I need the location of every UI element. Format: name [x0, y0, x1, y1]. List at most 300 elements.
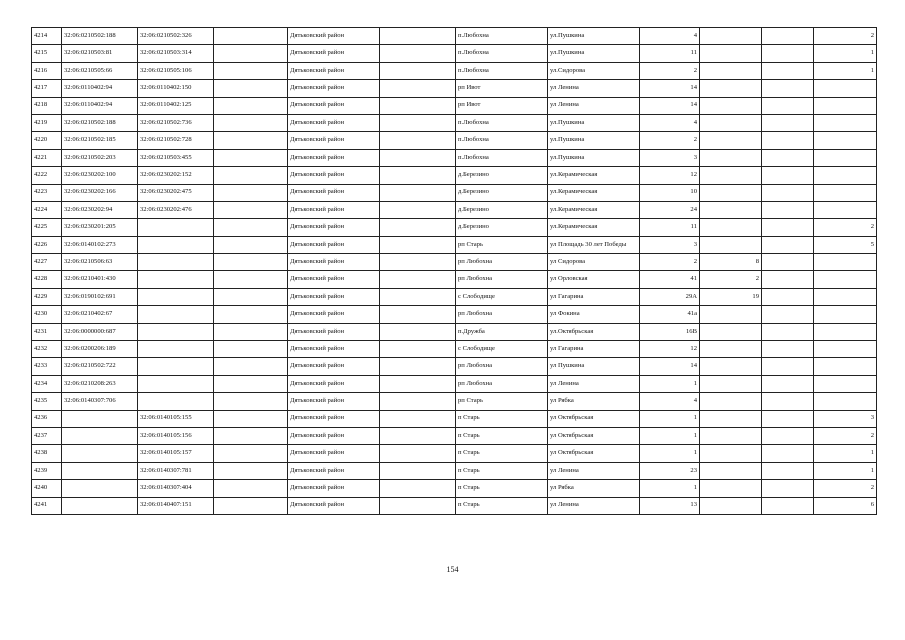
cell-building-number	[700, 167, 762, 184]
cell-building-number	[700, 497, 762, 514]
cell-street: ул.Октябрьская	[548, 323, 640, 340]
cell-blank-col	[762, 445, 814, 462]
cell-row-number: 4221	[32, 149, 62, 166]
cell-street: ул.Пушкина	[548, 114, 640, 131]
cell-street: ул Ленина	[548, 375, 640, 392]
cell-building-number	[700, 149, 762, 166]
cell-district: Дятьковский район	[288, 271, 380, 288]
cell-parcel-number: 32:06:0230202:476	[138, 201, 214, 218]
cell-parcel-number	[138, 306, 214, 323]
table-row	[32, 271, 877, 288]
cell-parcel-number	[138, 219, 214, 236]
cell-apartment-number: 1	[814, 462, 877, 479]
cell-row-number: 4234	[32, 375, 62, 392]
cell-blank-col	[762, 219, 814, 236]
cell-building-number	[700, 445, 762, 462]
cell-blank-col	[214, 45, 288, 62]
cell-parcel-number	[138, 358, 214, 375]
cell-building-number	[700, 375, 762, 392]
cell-settlement: п Старь	[456, 410, 548, 427]
cell-building-number: 2	[700, 271, 762, 288]
cell-blank-col	[380, 45, 456, 62]
cell-blank-col	[762, 427, 814, 444]
cell-street: ул.Пушкина	[548, 149, 640, 166]
table-row	[32, 393, 877, 410]
cell-blank-col	[380, 306, 456, 323]
cell-house-number: 1	[640, 445, 700, 462]
cell-row-number: 4231	[32, 323, 62, 340]
cell-blank-col	[214, 462, 288, 479]
cell-street: ул.Керамическая	[548, 167, 640, 184]
cell-district: Дятьковский район	[288, 184, 380, 201]
cell-blank-col	[214, 341, 288, 358]
cell-blank-col	[214, 97, 288, 114]
cell-building-number	[700, 323, 762, 340]
cell-blank-col	[762, 28, 814, 45]
cell-row-number: 4216	[32, 62, 62, 79]
cell-street: ул Рябка	[548, 480, 640, 497]
cell-parcel-number: 32:06:0110402:125	[138, 97, 214, 114]
cell-street: ул Гагарина	[548, 288, 640, 305]
cell-street: ул.Пушкина	[548, 28, 640, 45]
cell-blank-col	[380, 254, 456, 271]
cell-parcel-number: 32:06:0140105:156	[138, 427, 214, 444]
cell-row-number: 4217	[32, 80, 62, 97]
cell-blank-col	[380, 410, 456, 427]
table-row	[32, 167, 877, 184]
cell-apartment-number	[814, 97, 877, 114]
cell-cadastral-number: 32:06:0210506:63	[62, 254, 138, 271]
cell-cadastral-number	[62, 480, 138, 497]
cell-blank-col	[762, 480, 814, 497]
cell-district: Дятьковский район	[288, 219, 380, 236]
cell-row-number: 4238	[32, 445, 62, 462]
cell-district: Дятьковский район	[288, 410, 380, 427]
cell-settlement: п Старь	[456, 480, 548, 497]
cell-house-number: 41	[640, 271, 700, 288]
cell-blank-col	[380, 480, 456, 497]
cell-row-number: 4220	[32, 132, 62, 149]
cell-building-number: 19	[700, 288, 762, 305]
cell-cadastral-number: 32:06:0210505:66	[62, 62, 138, 79]
cell-row-number: 4229	[32, 288, 62, 305]
cell-blank-col	[380, 132, 456, 149]
table-row	[32, 62, 877, 79]
table-row	[32, 410, 877, 427]
cell-district: Дятьковский район	[288, 323, 380, 340]
cell-blank-col	[214, 184, 288, 201]
cell-blank-col	[380, 288, 456, 305]
cell-row-number: 4222	[32, 167, 62, 184]
cell-house-number: 16В	[640, 323, 700, 340]
cell-house-number: 14	[640, 358, 700, 375]
cell-house-number: 2	[640, 132, 700, 149]
cell-building-number	[700, 45, 762, 62]
cell-apartment-number	[814, 184, 877, 201]
cell-blank-col	[214, 28, 288, 45]
cell-blank-col	[762, 254, 814, 271]
table-row	[32, 497, 877, 514]
cell-blank-col	[380, 97, 456, 114]
cell-blank-col	[214, 427, 288, 444]
table-row	[32, 288, 877, 305]
cell-row-number: 4230	[32, 306, 62, 323]
cell-apartment-number	[814, 167, 877, 184]
cell-blank-col	[214, 288, 288, 305]
cell-house-number: 12	[640, 341, 700, 358]
cell-row-number: 4215	[32, 45, 62, 62]
cell-blank-col	[214, 114, 288, 131]
cell-blank-col	[380, 393, 456, 410]
cell-blank-col	[214, 306, 288, 323]
cell-building-number	[700, 114, 762, 131]
table-row	[32, 184, 877, 201]
cell-blank-col	[214, 375, 288, 392]
cell-blank-col	[762, 393, 814, 410]
cell-apartment-number: 2	[814, 219, 877, 236]
cell-blank-col	[214, 445, 288, 462]
cell-row-number: 4237	[32, 427, 62, 444]
cell-settlement: рп Старь	[456, 236, 548, 253]
cell-blank-col	[214, 149, 288, 166]
cell-cadastral-number: 32:06:0230202:100	[62, 167, 138, 184]
cell-row-number: 4224	[32, 201, 62, 218]
cell-parcel-number: 32:06:0140307:781	[138, 462, 214, 479]
cell-apartment-number	[814, 358, 877, 375]
cell-house-number: 2	[640, 254, 700, 271]
cell-row-number: 4219	[32, 114, 62, 131]
cell-cadastral-number: 32:06:0230201:205	[62, 219, 138, 236]
cell-district: Дятьковский район	[288, 80, 380, 97]
cell-settlement: д.Березино	[456, 167, 548, 184]
cell-district: Дятьковский район	[288, 445, 380, 462]
cell-cadastral-number: 32:06:0230202:94	[62, 201, 138, 218]
table-row	[32, 375, 877, 392]
cell-row-number: 4227	[32, 254, 62, 271]
cell-street: ул.Керамическая	[548, 184, 640, 201]
cell-house-number: 4	[640, 28, 700, 45]
cell-blank-col	[214, 271, 288, 288]
cell-blank-col	[380, 271, 456, 288]
cell-blank-col	[380, 219, 456, 236]
cell-house-number: 11	[640, 45, 700, 62]
table-row	[32, 254, 877, 271]
cell-street: ул Пушкина	[548, 358, 640, 375]
cell-building-number	[700, 462, 762, 479]
cell-row-number: 4228	[32, 271, 62, 288]
cell-blank-col	[214, 358, 288, 375]
cell-parcel-number: 32:06:0210505:106	[138, 62, 214, 79]
table-row	[32, 480, 877, 497]
cell-blank-col	[380, 462, 456, 479]
cell-street: ул.Сидорова	[548, 62, 640, 79]
cell-apartment-number: 2	[814, 427, 877, 444]
cell-blank-col	[380, 323, 456, 340]
cell-settlement: д.Березино	[456, 219, 548, 236]
cell-blank-col	[762, 375, 814, 392]
page-number: 154	[446, 565, 459, 574]
cell-parcel-number	[138, 375, 214, 392]
cell-settlement: п.Дружба	[456, 323, 548, 340]
cell-row-number: 4223	[32, 184, 62, 201]
cell-blank-col	[214, 323, 288, 340]
cell-settlement: рп Любохна	[456, 254, 548, 271]
cell-house-number: 1	[640, 427, 700, 444]
cell-blank-col	[380, 201, 456, 218]
cell-apartment-number	[814, 254, 877, 271]
cell-blank-col	[762, 358, 814, 375]
cell-settlement: рп Любохна	[456, 358, 548, 375]
cell-row-number: 4239	[32, 462, 62, 479]
cell-parcel-number: 32:06:0140407:151	[138, 497, 214, 514]
cell-blank-col	[762, 410, 814, 427]
cell-blank-col	[762, 306, 814, 323]
cell-apartment-number	[814, 323, 877, 340]
cell-apartment-number: 1	[814, 62, 877, 79]
cell-district: Дятьковский район	[288, 306, 380, 323]
cell-cadastral-number: 32:06:0210208:263	[62, 375, 138, 392]
cell-parcel-number	[138, 288, 214, 305]
cell-parcel-number	[138, 323, 214, 340]
cell-settlement: п.Любохна	[456, 28, 548, 45]
cell-district: Дятьковский район	[288, 167, 380, 184]
table-row	[32, 358, 877, 375]
cell-street: ул.Пушкина	[548, 132, 640, 149]
cell-settlement: д.Березино	[456, 201, 548, 218]
cell-settlement: д.Березино	[456, 184, 548, 201]
cell-row-number: 4233	[32, 358, 62, 375]
cell-house-number: 3	[640, 236, 700, 253]
table-row	[32, 28, 877, 45]
cell-parcel-number: 32:06:0210503:455	[138, 149, 214, 166]
cell-district: Дятьковский район	[288, 497, 380, 514]
cell-street: ул Площадь 30 лет Победы	[548, 236, 640, 253]
cell-blank-col	[380, 167, 456, 184]
cell-blank-col	[380, 80, 456, 97]
cell-building-number	[700, 184, 762, 201]
cell-cadastral-number: 32:06:0210502:722	[62, 358, 138, 375]
table-row	[32, 149, 877, 166]
cell-district: Дятьковский район	[288, 149, 380, 166]
cell-building-number	[700, 358, 762, 375]
cell-blank-col	[214, 201, 288, 218]
table-row	[32, 201, 877, 218]
cell-apartment-number	[814, 80, 877, 97]
cell-parcel-number: 32:06:0210502:728	[138, 132, 214, 149]
cell-district: Дятьковский район	[288, 132, 380, 149]
cell-cadastral-number: 32:06:0110402:94	[62, 97, 138, 114]
cell-blank-col	[762, 80, 814, 97]
cell-parcel-number	[138, 393, 214, 410]
cell-blank-col	[762, 114, 814, 131]
cell-house-number: 12	[640, 167, 700, 184]
cell-apartment-number: 3	[814, 410, 877, 427]
cell-settlement: рп Любохна	[456, 271, 548, 288]
cell-blank-col	[762, 288, 814, 305]
cell-district: Дятьковский район	[288, 114, 380, 131]
cell-blank-col	[214, 480, 288, 497]
cell-house-number: 11	[640, 219, 700, 236]
cell-settlement: п Старь	[456, 427, 548, 444]
cell-row-number: 4232	[32, 341, 62, 358]
cell-blank-col	[380, 184, 456, 201]
cell-parcel-number: 32:06:0210502:736	[138, 114, 214, 131]
cell-cadastral-number	[62, 497, 138, 514]
cell-settlement: рп Ивот	[456, 97, 548, 114]
cell-blank-col	[762, 184, 814, 201]
cell-building-number	[700, 219, 762, 236]
cell-settlement: п.Любохна	[456, 45, 548, 62]
cell-cadastral-number: 32:06:0210502:188	[62, 114, 138, 131]
cell-blank-col	[380, 341, 456, 358]
table-row	[32, 445, 877, 462]
cell-blank-col	[214, 410, 288, 427]
cell-blank-col	[380, 149, 456, 166]
cell-apartment-number	[814, 271, 877, 288]
cell-street: ул Рябка	[548, 393, 640, 410]
cell-street: ул Октябрьская	[548, 410, 640, 427]
cell-cadastral-number: 32:06:0210502:185	[62, 132, 138, 149]
cell-parcel-number: 32:06:0230202:152	[138, 167, 214, 184]
cell-settlement: рп Любохна	[456, 306, 548, 323]
cell-blank-col	[214, 167, 288, 184]
cell-blank-col	[380, 427, 456, 444]
table-row	[32, 97, 877, 114]
cell-district: Дятьковский район	[288, 28, 380, 45]
cell-street: ул Ленина	[548, 80, 640, 97]
table-row	[32, 323, 877, 340]
cell-building-number	[700, 427, 762, 444]
table-row	[32, 427, 877, 444]
cell-apartment-number: 5	[814, 236, 877, 253]
cell-blank-col	[380, 114, 456, 131]
cell-district: Дятьковский район	[288, 201, 380, 218]
cell-cadastral-number: 32:06:0000000:687	[62, 323, 138, 340]
cell-parcel-number	[138, 254, 214, 271]
cell-building-number	[700, 28, 762, 45]
cell-street: ул.Керамическая	[548, 201, 640, 218]
cell-cadastral-number: 32:06:0210402:67	[62, 306, 138, 323]
cell-apartment-number	[814, 306, 877, 323]
table-row	[32, 462, 877, 479]
cell-cadastral-number	[62, 445, 138, 462]
property-register-table	[31, 27, 877, 515]
cell-house-number: 14	[640, 97, 700, 114]
cell-parcel-number	[138, 341, 214, 358]
cell-settlement: п Старь	[456, 497, 548, 514]
cell-blank-col	[762, 323, 814, 340]
cell-parcel-number: 32:06:0110402:150	[138, 80, 214, 97]
cell-district: Дятьковский район	[288, 45, 380, 62]
cell-cadastral-number: 32:06:0110402:94	[62, 80, 138, 97]
cell-district: Дятьковский район	[288, 236, 380, 253]
cell-settlement: рп Любохна	[456, 375, 548, 392]
cell-settlement: п Старь	[456, 445, 548, 462]
cell-apartment-number	[814, 393, 877, 410]
cell-building-number	[700, 62, 762, 79]
cell-blank-col	[762, 201, 814, 218]
cell-cadastral-number: 32:06:0210502:203	[62, 149, 138, 166]
cell-district: Дятьковский район	[288, 462, 380, 479]
cell-blank-col	[214, 254, 288, 271]
cell-street: ул Гагарина	[548, 341, 640, 358]
cell-settlement: п.Любохна	[456, 114, 548, 131]
cell-apartment-number	[814, 114, 877, 131]
cell-house-number: 1	[640, 410, 700, 427]
cell-blank-col	[762, 236, 814, 253]
cell-blank-col	[214, 80, 288, 97]
cell-district: Дятьковский район	[288, 358, 380, 375]
cell-blank-col	[380, 28, 456, 45]
cell-parcel-number: 32:06:0140307:404	[138, 480, 214, 497]
cell-house-number: 1	[640, 375, 700, 392]
cell-blank-col	[762, 497, 814, 514]
cell-house-number: 3	[640, 149, 700, 166]
cell-street: ул Орловская	[548, 271, 640, 288]
table-body	[32, 28, 877, 515]
cell-building-number	[700, 341, 762, 358]
cell-settlement: рп Ивот	[456, 80, 548, 97]
cell-blank-col	[214, 236, 288, 253]
cell-apartment-number: 2	[814, 28, 877, 45]
cell-blank-col	[214, 219, 288, 236]
cell-apartment-number	[814, 375, 877, 392]
cell-blank-col	[762, 132, 814, 149]
cell-district: Дятьковский район	[288, 375, 380, 392]
cell-blank-col	[380, 62, 456, 79]
cell-house-number: 29А	[640, 288, 700, 305]
table-row	[32, 45, 877, 62]
cell-house-number: 4	[640, 393, 700, 410]
cell-apartment-number	[814, 149, 877, 166]
cell-cadastral-number: 32:06:0210503:81	[62, 45, 138, 62]
cell-row-number: 4214	[32, 28, 62, 45]
cell-street: ул Ленина	[548, 462, 640, 479]
cell-blank-col	[380, 497, 456, 514]
cell-apartment-number	[814, 132, 877, 149]
cell-blank-col	[762, 149, 814, 166]
cell-cadastral-number: 32:06:0210502:188	[62, 28, 138, 45]
cell-row-number: 4226	[32, 236, 62, 253]
cell-blank-col	[214, 393, 288, 410]
cell-cadastral-number: 32:06:0140102:273	[62, 236, 138, 253]
table-row	[32, 114, 877, 131]
cell-apartment-number: 1	[814, 445, 877, 462]
cell-parcel-number: 32:06:0210503:314	[138, 45, 214, 62]
cell-street: ул Сидорова	[548, 254, 640, 271]
cell-building-number	[700, 410, 762, 427]
cell-street: ул Ленина	[548, 97, 640, 114]
cell-blank-col	[214, 132, 288, 149]
cell-apartment-number	[814, 341, 877, 358]
cell-house-number: 23	[640, 462, 700, 479]
cell-cadastral-number: 32:06:0190102:691	[62, 288, 138, 305]
cell-apartment-number	[814, 288, 877, 305]
cell-blank-col	[380, 358, 456, 375]
cell-district: Дятьковский район	[288, 254, 380, 271]
cell-settlement: п.Любохна	[456, 132, 548, 149]
cell-parcel-number: 32:06:0230202:475	[138, 184, 214, 201]
table-row	[32, 219, 877, 236]
cell-cadastral-number: 32:06:0200206:189	[62, 341, 138, 358]
cell-blank-col	[762, 45, 814, 62]
cell-district: Дятьковский район	[288, 480, 380, 497]
cell-blank-col	[762, 341, 814, 358]
cell-district: Дятьковский район	[288, 341, 380, 358]
cell-house-number: 1	[640, 480, 700, 497]
cell-building-number: 8	[700, 254, 762, 271]
cell-row-number: 4241	[32, 497, 62, 514]
